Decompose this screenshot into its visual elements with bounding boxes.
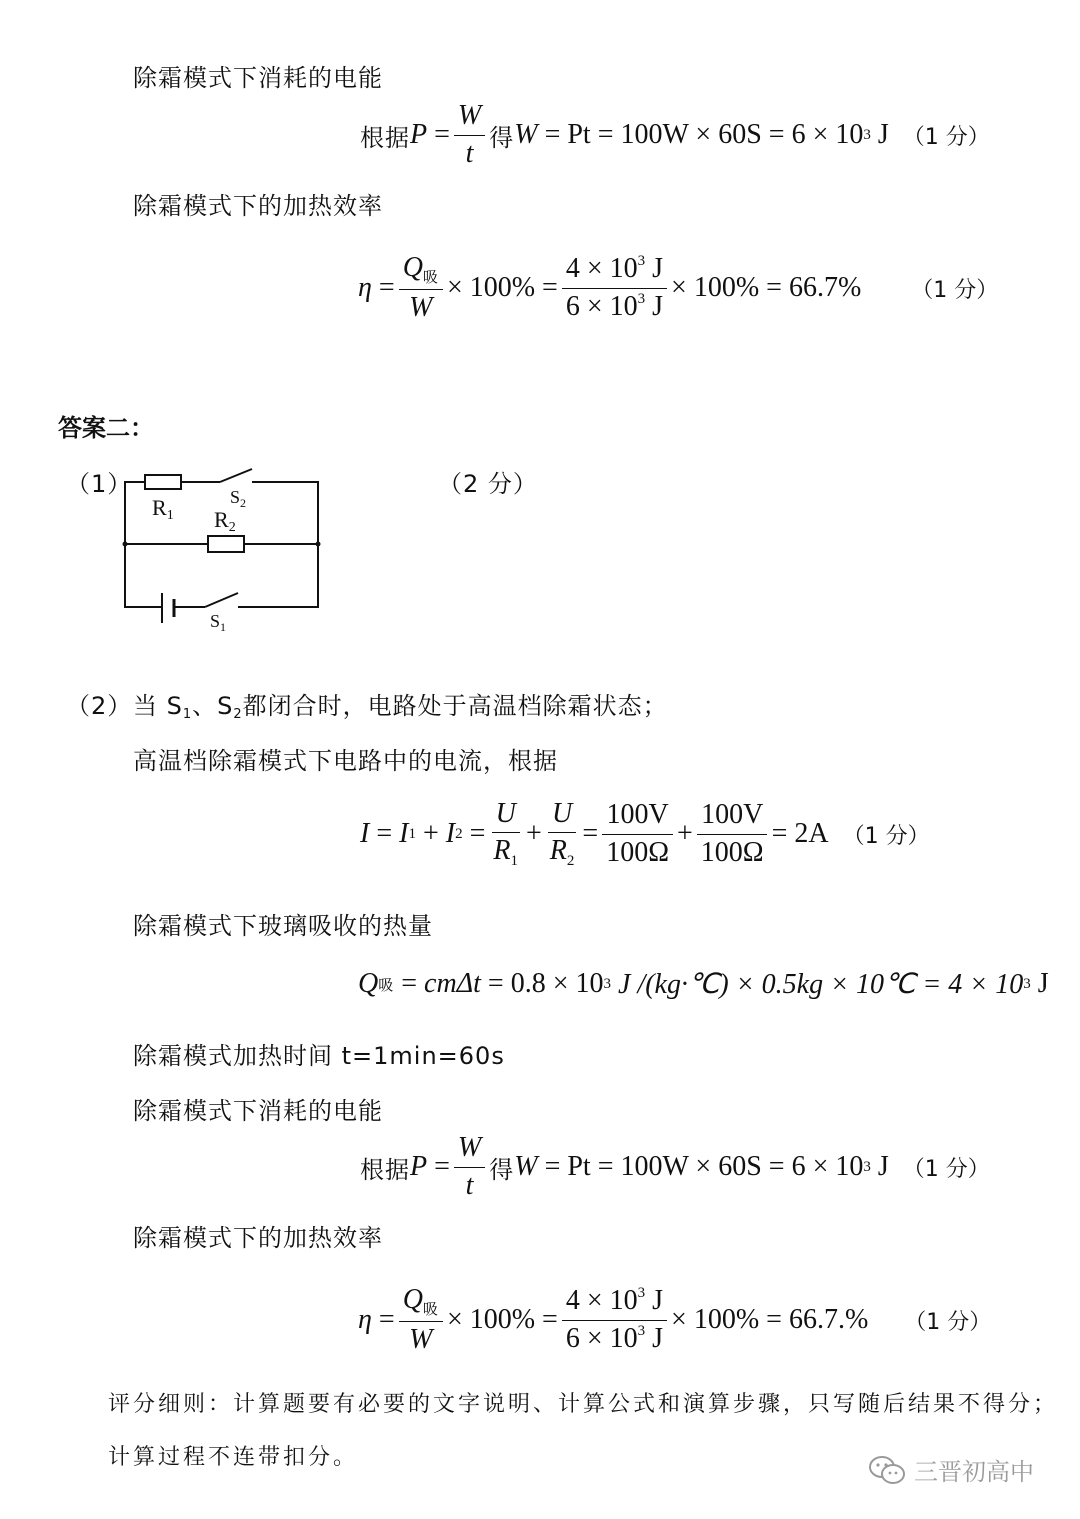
switch-s1 xyxy=(205,593,238,607)
time-label: 除霜模式加热时间 t=1min=60s xyxy=(133,1042,505,1070)
label-s2: $S_2$ xyxy=(230,487,247,510)
efficiency-label: 除霜模式下的加热效率 xyxy=(133,1224,383,1252)
energy-label-top: 除霜模式下消耗的电能 xyxy=(133,64,383,92)
efficiency-equation-top: η = $\frac{Q_吸}{W}$ × 100% = $\frac{4 \times 10^3 J}{6 \times 10^3 J}$ × 100% = 66.7% （1 分） xyxy=(358,252,999,323)
circuit-diagram xyxy=(110,455,340,640)
part2-statement: 当 $S_1$、$S_2$都闭合时，电路处于高温档除霜状态； xyxy=(133,692,668,722)
label-r2: R2 xyxy=(214,507,236,535)
heat-label: 除霜模式下玻璃吸收的热量 xyxy=(133,912,433,940)
power-equation-top: 根据 P = $\frac{W}{t}$ 得 W = Pt = 100W × 60S = 6 × 10 3 J （1 分） xyxy=(360,100,990,169)
current-equation: I = I 1 + I 2 = $\frac{U}{R_1}$ + $\frac{U}{R_2}$ = $\frac{100V}{100\Omega}$ + $\frac{100V}{100\Omega}$ = 2A （1 分） xyxy=(360,797,930,869)
grading-note-line2: 计算过程不连带扣分。 xyxy=(108,1445,359,1470)
switch-s2 xyxy=(220,469,252,482)
power-equation: 根据 P = $\frac{W}{t}$ 得 W = Pt = 100W × 60S = 6 × 10 3 J （1 分） xyxy=(360,1132,990,1201)
energy-label: 除霜模式下消耗的电能 xyxy=(133,1097,383,1125)
wechat-icon xyxy=(868,1455,906,1485)
grading-note-line1: 评分细则：计算题要有必要的文字说明、计算公式和演算步骤，只写随后结果不得分； xyxy=(108,1392,1059,1417)
watermark xyxy=(868,1452,1034,1487)
efficiency-label-top: 除霜模式下的加热效率 xyxy=(133,192,383,220)
heat-equation: Q 吸 = cmΔt = 0.8 × 10 3 J /(kg·℃) × 0.5kg × 10℃ = 4 × 10 3 J xyxy=(358,968,1049,1000)
efficiency-equation: η = $\frac{Q_吸}{W}$ × 100% = $\frac{4 \times 10^3 J}{6 \times 10^3 J}$ × 100% = 66.7.% （1 分） xyxy=(358,1284,992,1355)
label-r1: R1 xyxy=(152,495,174,523)
current-label: 高温档除霜模式下电路中的电流，根据 xyxy=(133,747,558,775)
part1-label: （1） xyxy=(66,470,133,498)
resistor-r1 xyxy=(145,475,181,489)
part1-score: （2 分） xyxy=(438,470,538,498)
part2-label: （2） xyxy=(66,692,133,720)
watermark-text: 三晋初高中 xyxy=(914,1458,1034,1486)
label-s1: $S_1$ xyxy=(210,611,227,634)
resistor-r2 xyxy=(208,536,244,552)
answer-two-heading: 答案二： xyxy=(58,414,154,442)
